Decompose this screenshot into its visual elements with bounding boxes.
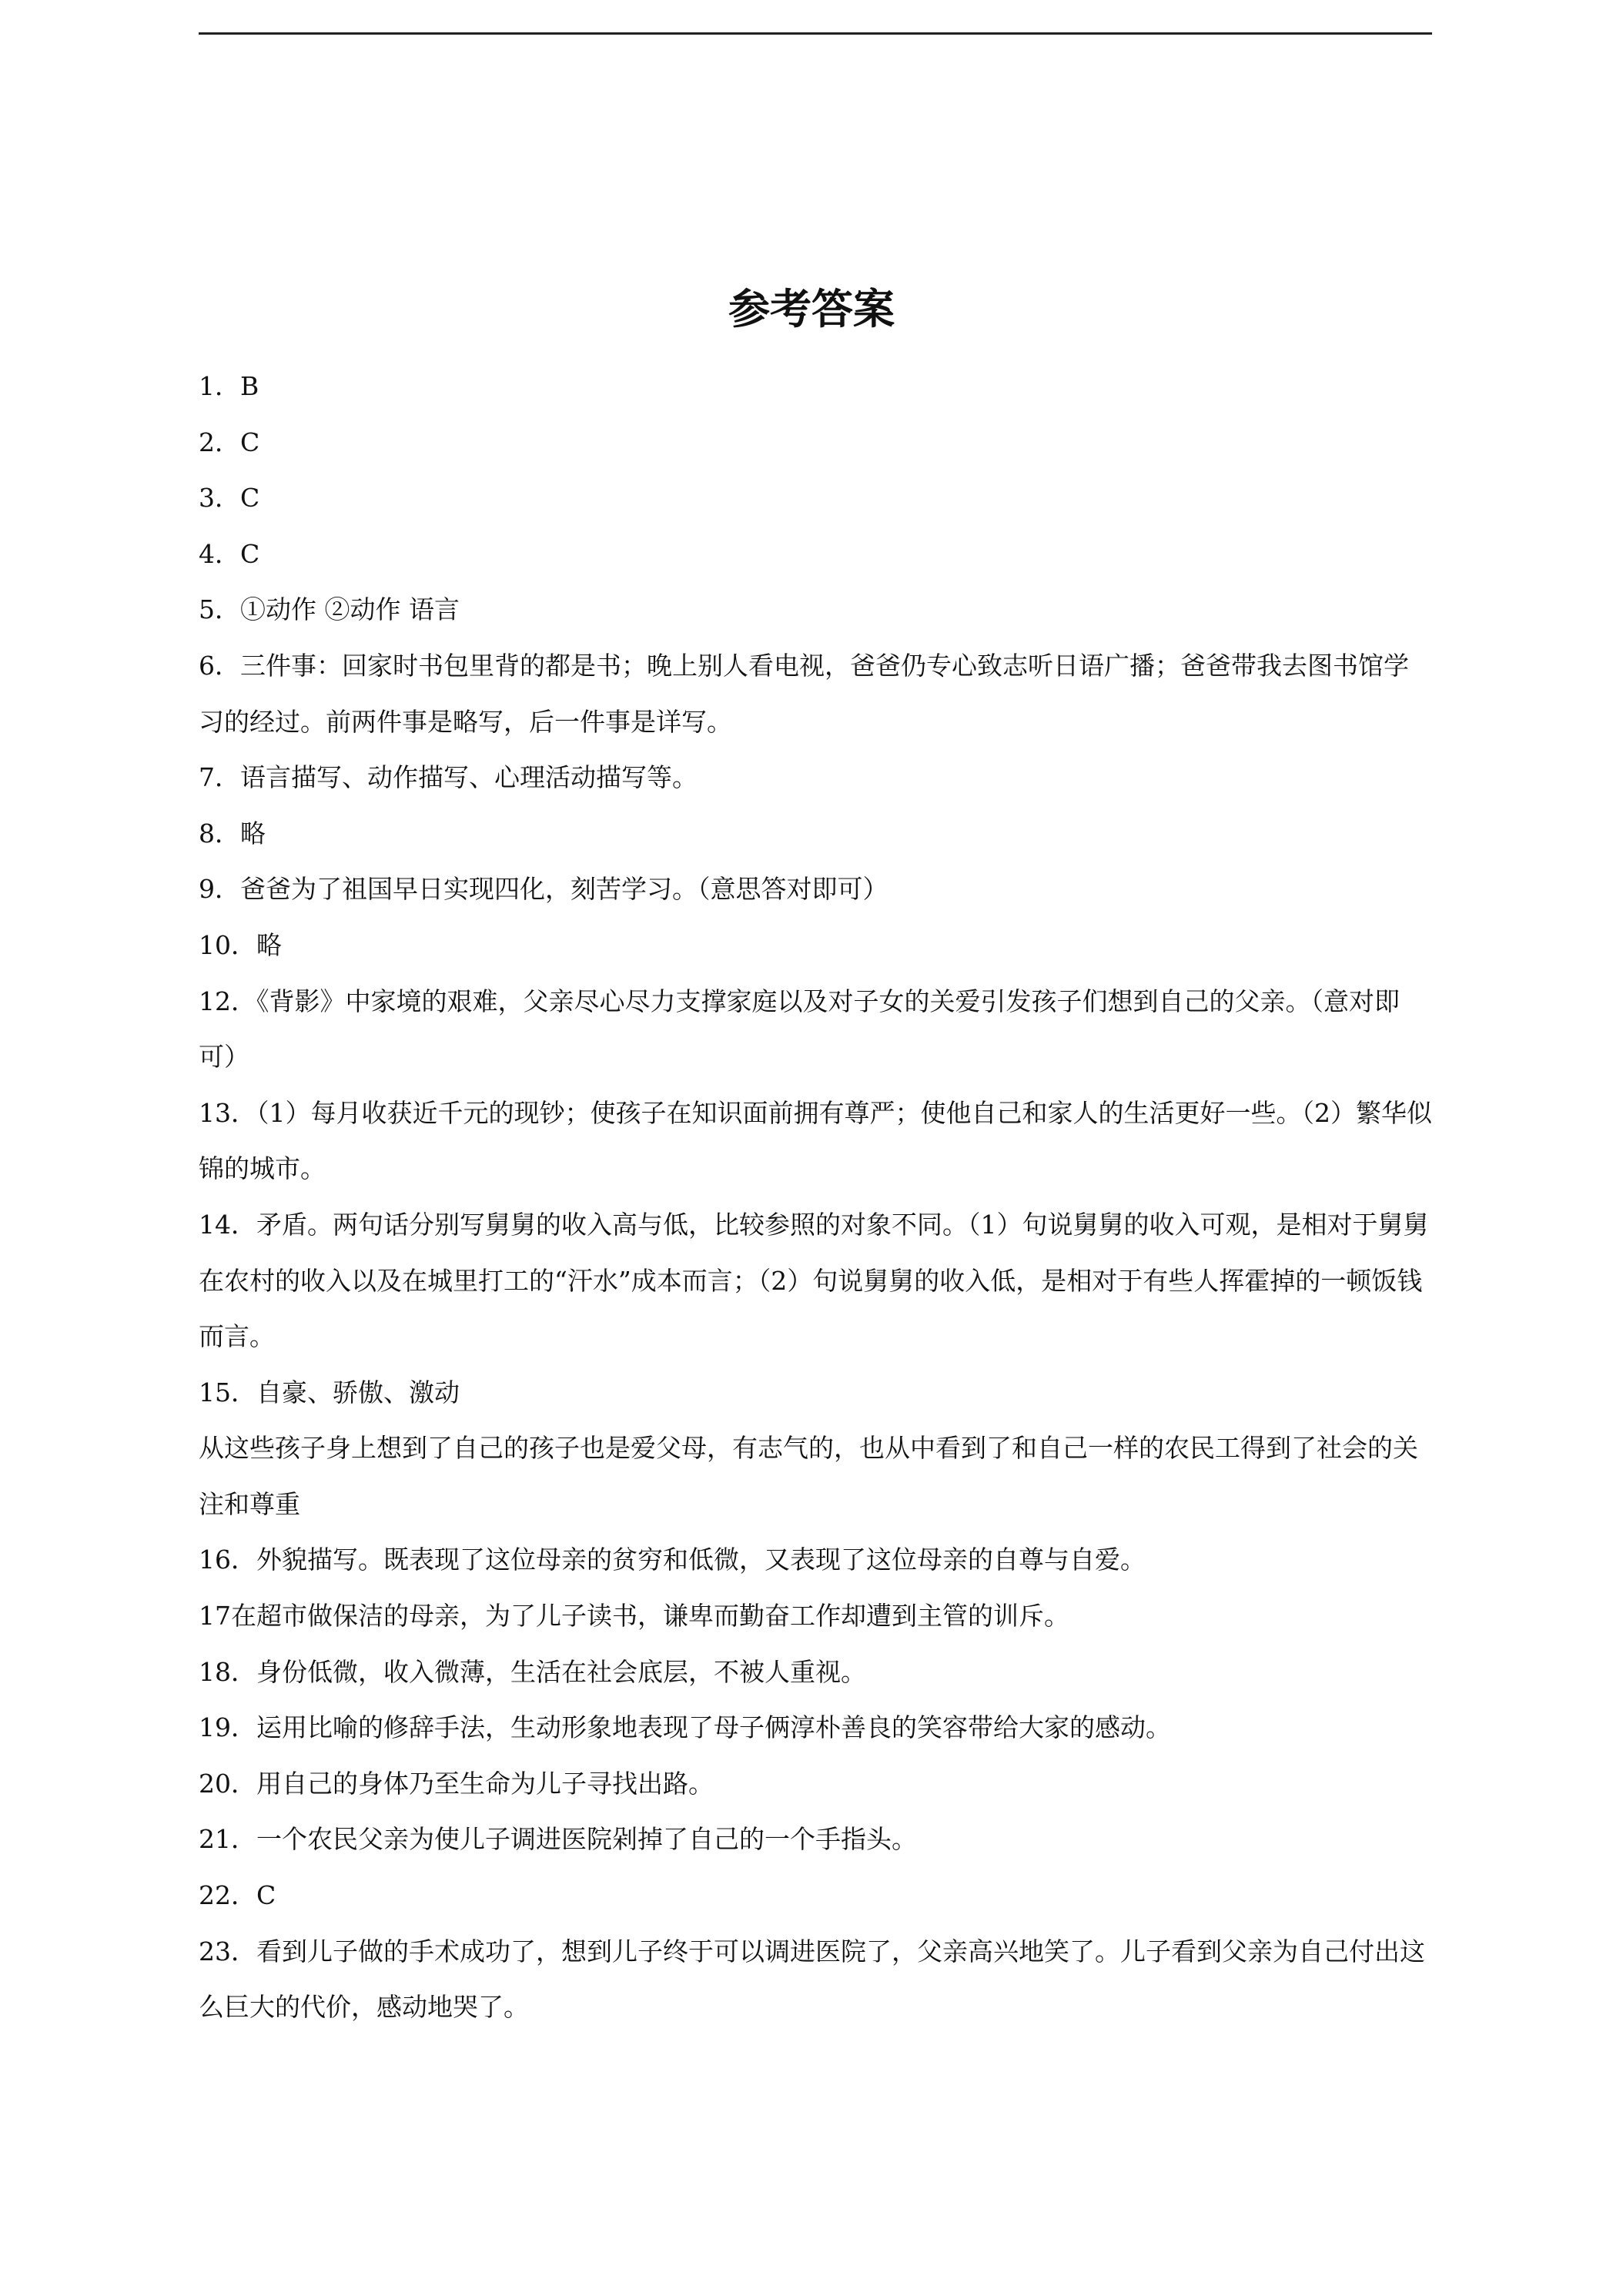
answer-item: 17在超市做保洁的母亲，为了儿子读书，谦卑而勤奋工作却遭到主管的训斥。 bbox=[199, 1601, 1069, 1632]
answer-item: 10．略 bbox=[199, 929, 282, 960]
answer-item: 从这些孩子身上想到了自己的孩子也是爱父母，有志气的，也从中看到了和自己一样的农民工得到了社会的关注和尊重 bbox=[199, 1433, 1418, 1519]
answer-item: 2．C bbox=[199, 427, 260, 457]
answer-item: 14．矛盾。两句话分别写舅舅的收入高与低，比较参照的对象不同。（1）句说舅舅的收入可观，是相对于舅舅在农村的收入以及在城里打工的“汗水”成本而言；（2）句说舅舅的收入低，是相对于有些人挥霍掉的一顿饭钱而言。 bbox=[199, 1209, 1429, 1352]
answer-item: 1．B bbox=[199, 371, 259, 401]
answer-item: 20．用自己的身体乃至生命为儿子寻找出路。 bbox=[199, 1768, 714, 1799]
answer-item: 12．《背影》中家境的艰难，父亲尽心尽力支撑家庭以及对子女的关爱引发孩子们想到自己的父亲。（意对即可） bbox=[199, 986, 1400, 1073]
answer-item: 22．C bbox=[199, 1880, 276, 1911]
answer-item: 3．C bbox=[199, 483, 260, 514]
page-title: 参考答案 bbox=[728, 285, 895, 333]
answer-list bbox=[199, 359, 1432, 2036]
answer-item: 7．语言描写、动作描写、心理活动描写等。 bbox=[199, 762, 698, 793]
answer-item: 9．爸爸为了祖国早日实现四化，刻苦学习。（意思答对即可） bbox=[199, 874, 888, 905]
answer-item: 18．身份低微，收入微薄，生活在社会底层，不被人重视。 bbox=[199, 1656, 866, 1687]
answer-item: 8．略 bbox=[199, 818, 266, 848]
answer-item: 13．（1）每月收获近千元的现钞；使孩子在知识面前拥有尊严；使他自己和家人的生活更好一些。（2）繁华似锦的城市。 bbox=[199, 1097, 1432, 1184]
header-rule bbox=[199, 32, 1432, 35]
answer-item: 21．一个农民父亲为使儿子调进医院剁掉了自己的一个手指头。 bbox=[199, 1824, 917, 1855]
answer-item: 23．看到儿子做的手术成功了，想到儿子终于可以调进医院了，父亲高兴地笑了。儿子看到父亲为自己付出这么巨大的代价，感动地哭了。 bbox=[199, 1936, 1425, 2023]
answer-item: 4．C bbox=[199, 538, 260, 569]
answer-item: 19．运用比喻的修辞手法，生动形象地表现了母子俩淳朴善良的笑容带给大家的感动。 bbox=[199, 1712, 1171, 1743]
answer-item: 6．三件事：回家时书包里背的都是书；晚上别人看电视，爸爸仍专心致志听日语广播；爸爸带我去图书馆学习的经过。前两件事是略写，后一件事是详写。 bbox=[199, 650, 1409, 737]
answer-item: 5．①动作 ②动作 语言 bbox=[199, 594, 460, 625]
answer-item: 16．外貌描写。既表现了这位母亲的贫穷和低微，又表现了这位母亲的自尊与自爱。 bbox=[199, 1545, 1146, 1575]
answer-item: 15．自豪、骄傲、激动 bbox=[199, 1377, 460, 1407]
